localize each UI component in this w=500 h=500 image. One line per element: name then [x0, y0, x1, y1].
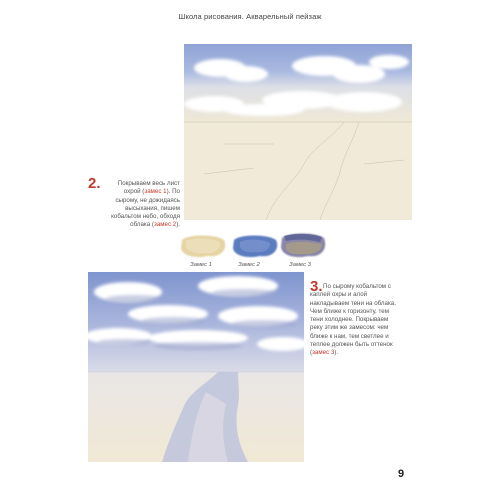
ref-mix-2: замес 2 [153, 221, 177, 229]
step-2-text: 2. Покрываем весь лист охрой (замес 1). По сырому, не дожидаясь высыхания, пишем кобальтом небо, обходя облака (замес 2). [88, 175, 180, 229]
swatch-mix-1 [178, 232, 228, 260]
page-number: 9 [398, 468, 405, 480]
swatch-label-1: Замес 1 [190, 262, 212, 268]
painting-step-2 [184, 44, 412, 220]
step-2-number: 2. [88, 175, 101, 192]
page-header: Школа рисования. Акварельный пейзаж [178, 12, 322, 21]
swatch-mix-2 [230, 232, 280, 260]
ref-mix-3: замес 3 [312, 349, 335, 357]
painting-step-3 [88, 272, 304, 462]
swatch-label-3: Замес 3 [289, 262, 311, 268]
swatch-mix-3 [278, 230, 328, 260]
step-3-text: 3. По сырому кобальтом с каплей охры и алой накладываем тени на облака. Чем ближе к горизонту, тем тени холоднее. Покрываем реку этим же замесом: чем ближе к нам, тем светлее и теплее должен быть оттенок (замес 3). [310, 278, 396, 357]
swatch-label-2: Замес 2 [238, 262, 260, 268]
step-3-number: 3. [310, 278, 323, 295]
ref-mix-1: замес 1 [144, 188, 167, 196]
